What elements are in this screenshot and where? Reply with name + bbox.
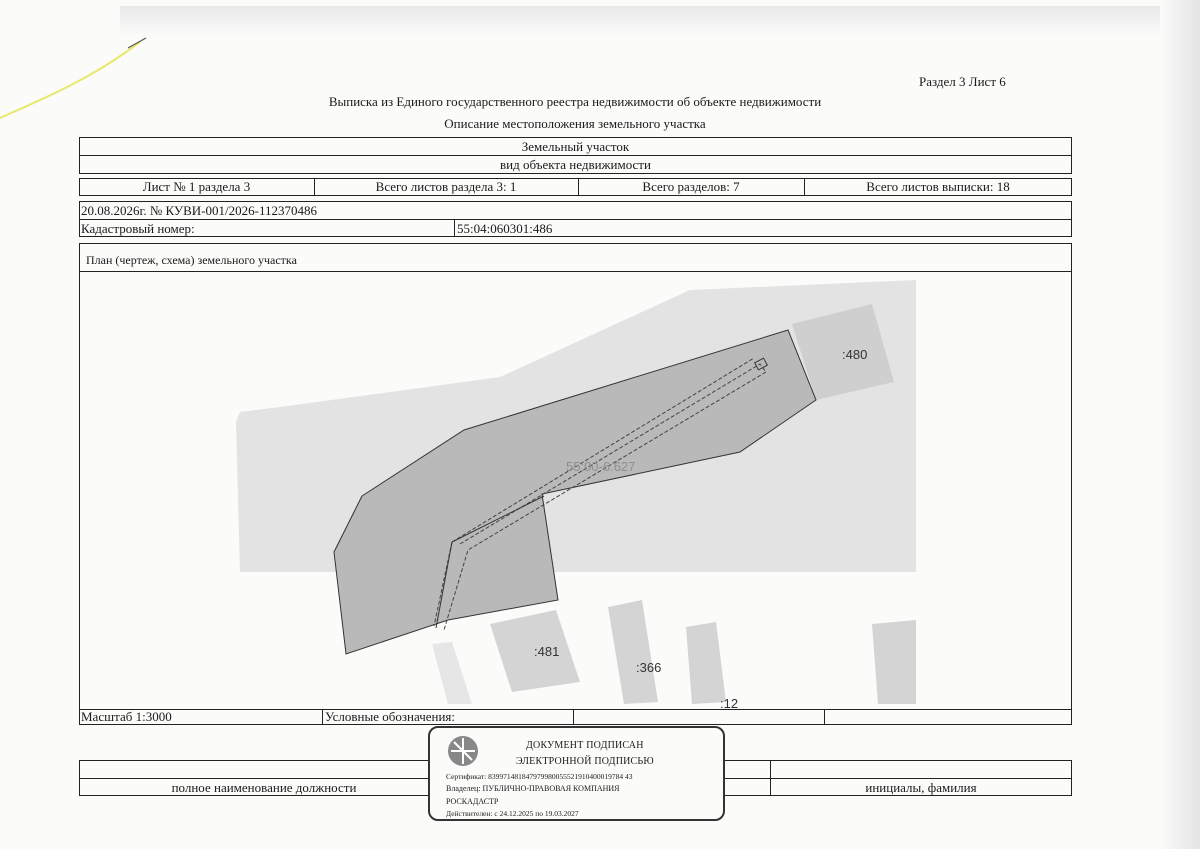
document-subtitle: Описание местоположения земельного участка <box>444 116 706 131</box>
stamp-owner2: РОСКАДАСТР <box>446 797 499 806</box>
stamp-owner: Владелец: ПУБЛИЧНО-ПРАВОВАЯ КОМПАНИЯ <box>446 784 620 793</box>
road-strip <box>432 642 472 704</box>
record-date-number: 20.08.2026г. № КУВИ-001/2026-112370486 <box>81 203 317 218</box>
scan-shadow-top <box>120 6 1180 36</box>
object-kind-label: вид объекта недвижимости <box>500 157 651 172</box>
cadastral-value: 55:04:060301:486 <box>457 221 553 236</box>
label-480: :480 <box>842 347 868 362</box>
label-quarter: 55:00-6.627 <box>566 459 636 474</box>
name-label: инициалы, фамилия <box>865 780 977 795</box>
parcel-right <box>872 620 916 704</box>
stamp-line2: ЭЛЕКТРОННОЙ ПОДПИСЬЮ <box>516 756 654 767</box>
section-sheet: Раздел 3 Лист 6 <box>919 74 1006 89</box>
document-title: Выписка из Единого государственного реестра недвижимости об объекте недвижимости <box>328 94 822 109</box>
position-label: полное наименование должности <box>171 780 357 795</box>
total-sections: Всего разделов: 7 <box>642 179 740 194</box>
signature-stamp <box>428 726 725 821</box>
label-481: :481 <box>534 644 560 659</box>
legend-label: Условные обозначения: <box>325 709 456 724</box>
parcel-366 <box>608 600 658 704</box>
scan-mark <box>0 30 150 120</box>
cadastral-label: Кадастровый номер: <box>81 221 195 236</box>
legend-row <box>79 709 1072 725</box>
stamp-certificate: Сертификат: 839971481847979980055521910400019784 43 <box>446 772 633 781</box>
cadastral-plan <box>80 272 1070 708</box>
stamp-line1: ДОКУМЕНТ ПОДПИСАН <box>526 740 644 751</box>
scan-shadow-right <box>1160 0 1200 849</box>
total-sheets-extract: Всего листов выписки: 18 <box>866 179 1010 194</box>
stamp-valid: Действителен: с 24.12.2025 по 19.03.2027 <box>446 809 579 818</box>
emblem-icon <box>446 734 480 768</box>
plan-title: План (чертеж, схема) земельного участка <box>86 253 297 267</box>
label-366: :366 <box>636 660 662 675</box>
label-12: :12 <box>720 696 739 708</box>
sheet-number: Лист № 1 раздела 3 <box>142 179 251 194</box>
total-sheets-section: Всего листов раздела 3: 1 <box>375 179 517 194</box>
scale-label: Масштаб 1:3000 <box>81 709 172 724</box>
parcel-12 <box>686 622 726 704</box>
object-name: Земельный участок <box>521 139 630 154</box>
